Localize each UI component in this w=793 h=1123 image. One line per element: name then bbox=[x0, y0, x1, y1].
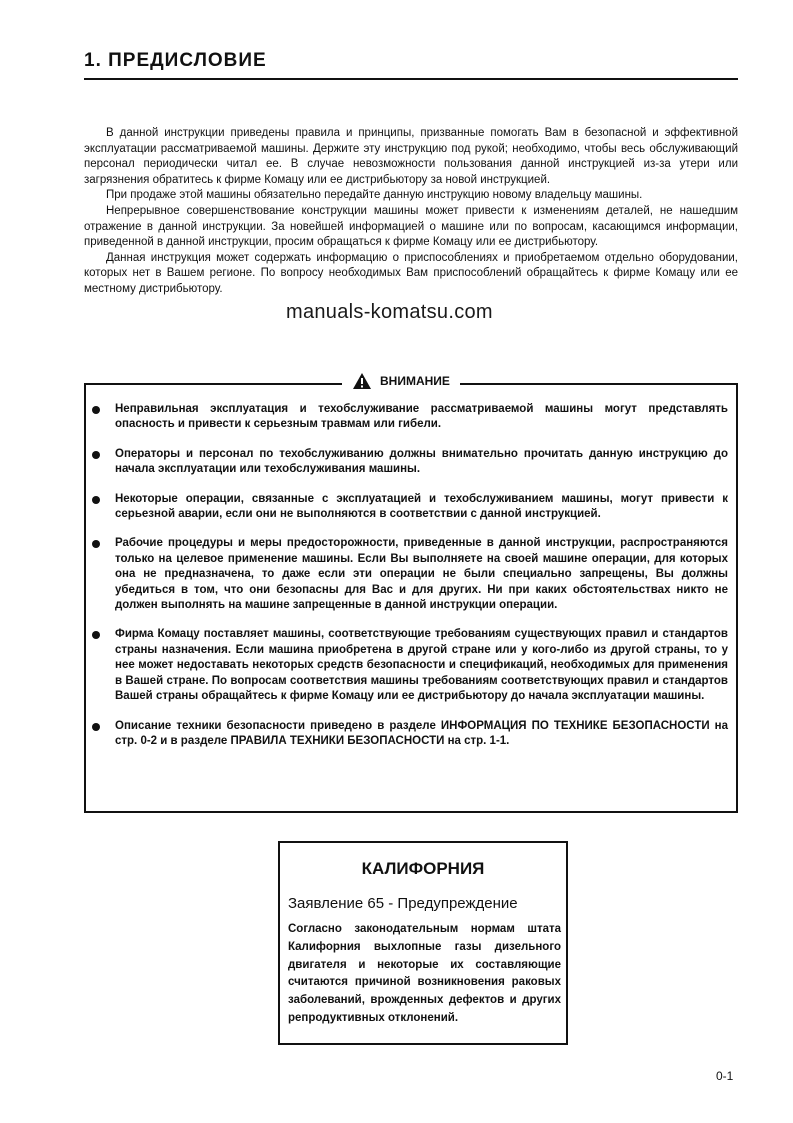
watermark: manuals-komatsu.com bbox=[286, 301, 493, 323]
warning-header bbox=[342, 372, 460, 390]
california-subtitle: Заявление 65 - Предупреждение bbox=[288, 895, 518, 912]
warning-item bbox=[92, 402, 728, 433]
warning-item-text: Некоторые операции, связанные с эксплуатацией и техобслуживанием машины, могут привести к серьезной аварии, если они не выполняются в соответствии с данной инструкцией. bbox=[115, 492, 728, 521]
title-divider bbox=[84, 78, 738, 80]
intro-paragraph: Данная инструкция может содержать информацию о приспособлениях и приобретаемом отдельно оборудовании, которых нет в Вашем регионе. По вопросу необходимых Вам приспособлений обращайтесь к фирме Комацу или ее местному дистрибьютору. bbox=[84, 251, 738, 295]
warning-triangle-icon bbox=[352, 372, 372, 390]
intro-paragraph: При продаже этой машины обязательно передайте данную инструкцию новому владельцу машины. bbox=[106, 189, 643, 202]
bullet-icon bbox=[92, 540, 100, 548]
bullet-icon bbox=[92, 406, 100, 414]
warning-item-text: Неправильная эксплуатация и техобслуживание рассматриваемой машины могут представлять опасность и привести к серьезным травмам или гибели. bbox=[115, 403, 728, 431]
page-number: 0-1 bbox=[716, 1069, 734, 1083]
california-text: Согласно законодательным нормам штата Калифорния выхлопные газы дизельного двигателя и некоторые их составляющие считаются причиной возникновения раковых заболеваний, врожденных дефектов и других репродуктивных отклонений. bbox=[288, 923, 561, 1024]
warning-item bbox=[92, 536, 728, 613]
warning-item-text: Фирма Комацу поставляет машины, соответствующие требованиям существующих правил и стандартов страны назначения. Если машина приобретена в другой стране или у кого-либо из другой страны, то у нее может недоставать некоторых средств безопасности и спецификаций, необходимых для применения в Вашей стране. По вопросам соответствия машины требованиям соответствующих правил и стандартов Вашей страны обращайтесь к фирме Комацу или ее дистрибьютору до начала эксплуатации машины. bbox=[115, 628, 728, 703]
warning-title: ВНИМАНИЕ bbox=[380, 374, 450, 388]
warning-item-text: Описание техники безопасности приведено в разделе ИНФОРМАЦИЯ ПО ТЕХНИКЕ БЕЗОПАСНОСТИ на стр. 0-2 и в разделе ПРАВИЛА ТЕХНИКИ БЕЗОПАСНОСТИ на стр. 1-1. bbox=[115, 719, 728, 747]
bullet-icon bbox=[92, 631, 100, 639]
bullet-icon bbox=[92, 723, 100, 731]
bullet-icon bbox=[92, 496, 100, 504]
intro-text bbox=[84, 126, 738, 298]
page-title: 1. ПРЕДИСЛОВИЕ bbox=[84, 50, 267, 71]
warning-list bbox=[92, 402, 728, 763]
intro-paragraph: Непрерывное совершенствование конструкции машины может привести к изменениям деталей, не нашедшим отражение в данной инструкции. За новейшей информацией о машине или по вопросам, касающимся информации, приведенной в данной инструкции, просим обращаться к фирме Комацу или ее дистрибьютору. bbox=[84, 204, 738, 249]
california-title: КАЛИФОРНИЯ bbox=[361, 859, 485, 878]
warning-item bbox=[92, 492, 728, 523]
warning-item-text: Рабочие процедуры и меры предосторожности, приведенные в данной инструкции, распространяются только на целевое применение машины. Если Вы выполняете на своей машине операции, для которых она не предназначена, то даже если эти операции не были специально запрещены, Вы должны убедиться в том, что они безопасны для Вас и для других. Ни при каких обстоятельствах никто не должен выполнять на машине запрещенные в данной инструкции операции. bbox=[115, 537, 728, 612]
warning-item bbox=[92, 627, 728, 704]
california-warning-box bbox=[278, 841, 568, 1045]
warning-item bbox=[92, 719, 728, 750]
bullet-icon bbox=[92, 451, 100, 459]
warning-item-text: Операторы и персонал по техобслуживанию должны внимательно прочитать данную инструкцию до начала эксплуатации или техобслуживания машины. bbox=[115, 447, 728, 476]
intro-paragraph: В данной инструкции приведены правила и принципы, призванные помогать Вам в безопасной и эффективной эксплуатации рассматриваемой машины. Держите эту инструкцию под рукой; необходимо, чтобы весь обслуживающий персонал периодически читал ее. В случае невозможности пользования данной инструкцией из-за утери или загрязнения обратитесь к фирме Комацу или ее дистрибьютору за новой инструкцией. bbox=[84, 127, 738, 186]
warning-item bbox=[92, 447, 728, 478]
